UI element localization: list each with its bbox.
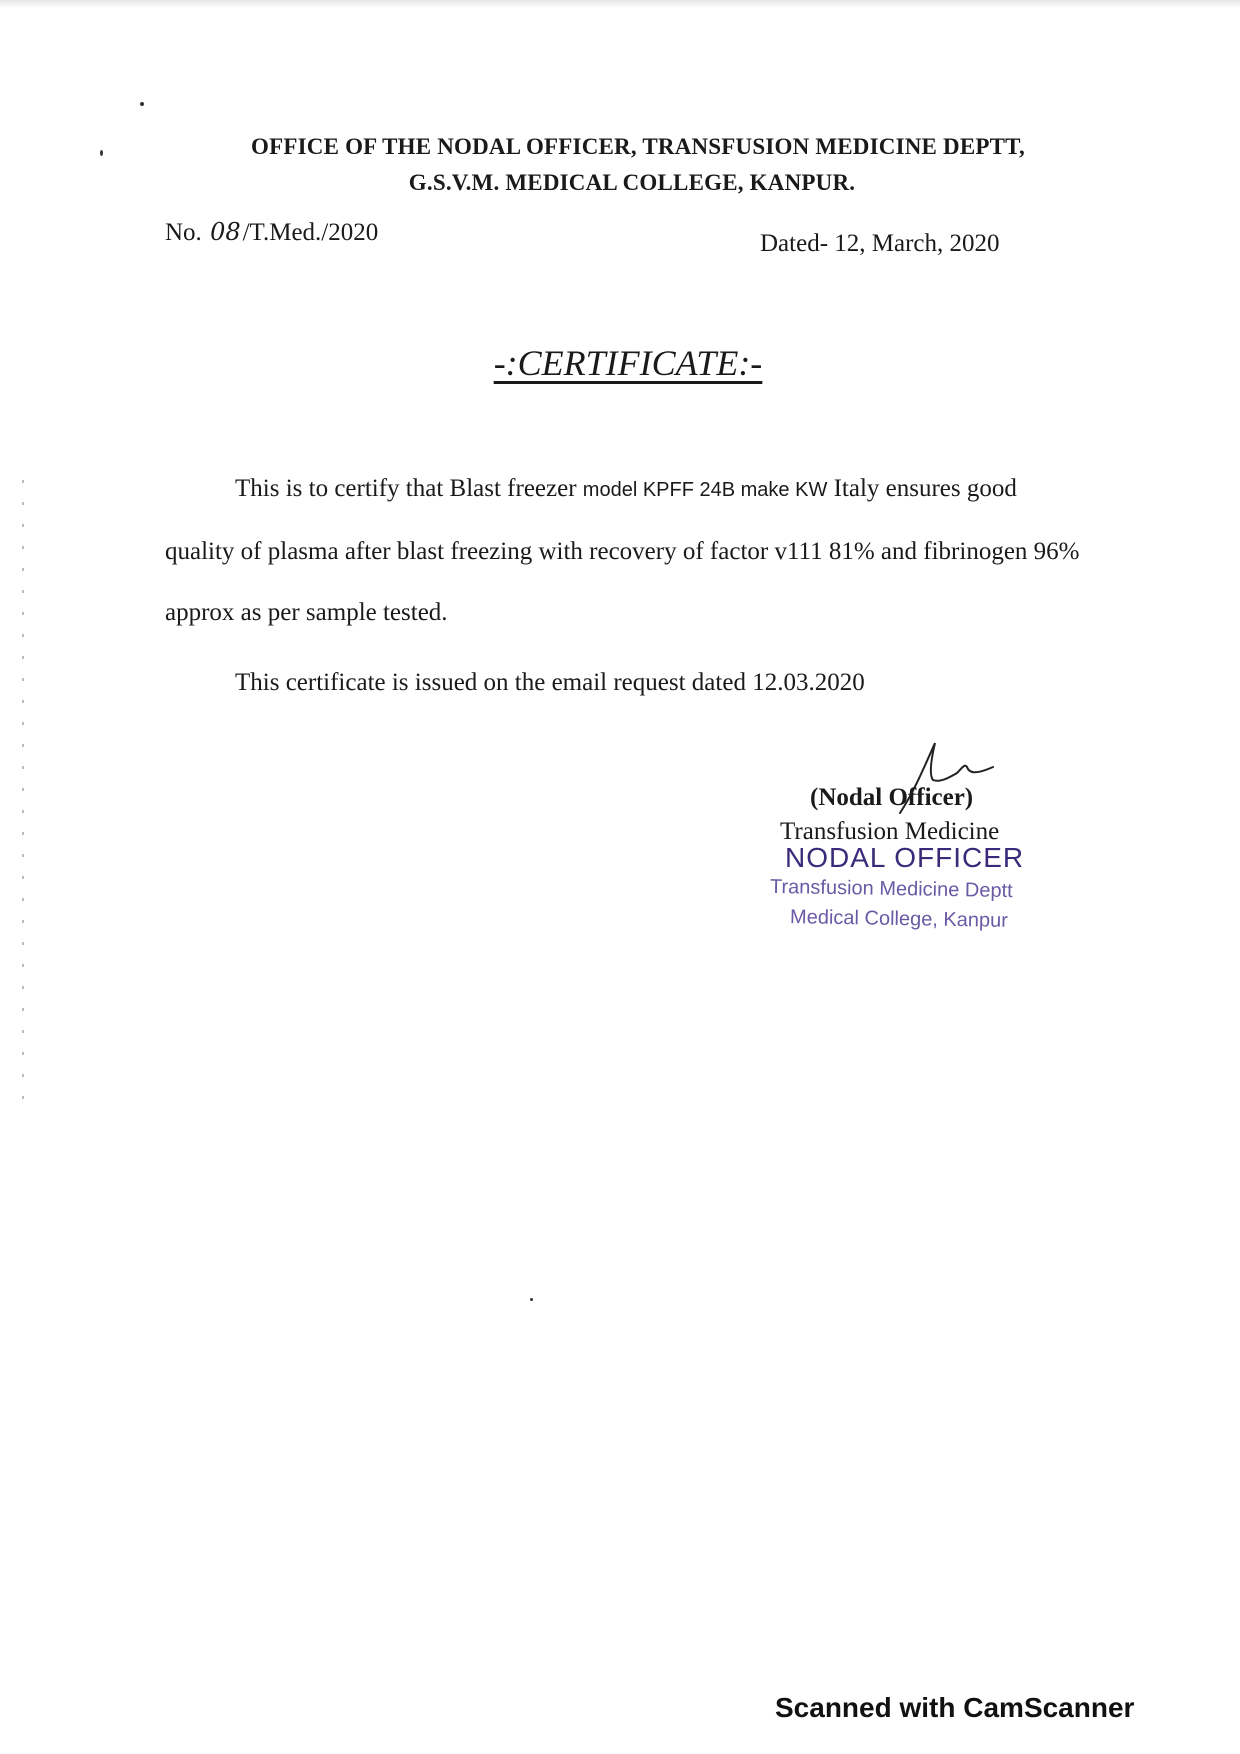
certificate-title bbox=[0, 342, 1240, 384]
stamp-line-1: NODAL OFFICER bbox=[785, 842, 1025, 873]
scan-speck bbox=[530, 1298, 533, 1301]
issuance-paragraph: This certificate is issued on the email request dated 12.03.2020 bbox=[235, 669, 865, 696]
header-line-2: G.S.V.M. MEDICAL COLLEGE, KANPUR. bbox=[408, 170, 856, 195]
scan-speck bbox=[140, 102, 144, 106]
freezer-model: model KPFF 24B make KW bbox=[582, 479, 828, 501]
signatory-title: (Nodal Officer) bbox=[810, 784, 974, 811]
certification-paragraph bbox=[165, 458, 1080, 643]
reference-suffix: /T.Med./2020 bbox=[242, 219, 379, 246]
reference-handwritten-number: 08 bbox=[210, 218, 241, 246]
stamp-line-2: Transfusion Medicine Deptt bbox=[769, 875, 1013, 903]
scanner-watermark: Scanned with CamScanner bbox=[775, 1692, 1135, 1723]
office-header bbox=[0, 130, 1240, 198]
certificate-title-text: -:CERTIFICATE:- bbox=[493, 343, 763, 383]
scan-edge-dots bbox=[22, 480, 24, 1100]
reference-number bbox=[165, 218, 378, 247]
issue-date: Dated- 12, March, 2020 bbox=[760, 230, 1000, 257]
signatory-department: Transfusion Medicine bbox=[780, 818, 1000, 845]
certification-text-start: This is to certify that Blast freezer bbox=[235, 475, 583, 502]
header-line-1: OFFICE OF THE NODAL OFFICER, TRANSFUSION MEDICINE DEPTT, bbox=[251, 134, 1025, 159]
certification-text-end: Italy ensures good quality of plasma after blast freezing with recovery of factor v111 81% and fibrinogen 96% approx as per sample tested. bbox=[165, 475, 1080, 626]
stamp-line-3: Medical College, Kanpur bbox=[789, 906, 1009, 932]
scan-edge-shadow bbox=[0, 0, 1240, 8]
reference-prefix: No. bbox=[165, 219, 202, 246]
